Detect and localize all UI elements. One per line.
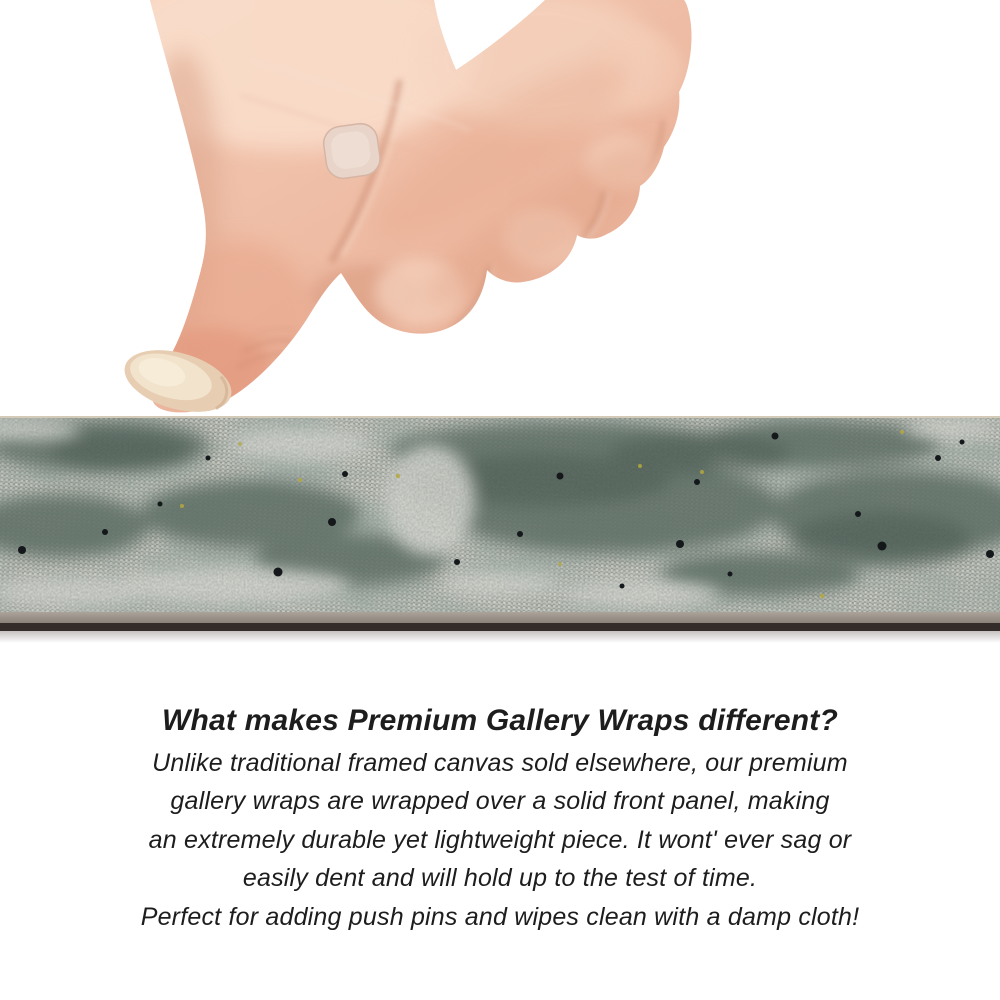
description-text <box>0 700 1000 936</box>
body-line: gallery wraps are wrapped over a solid front panel, making <box>170 787 830 816</box>
body-line: easily dent and will hold up to the test of time. <box>242 864 758 893</box>
hand-photo <box>0 0 1000 432</box>
body-line: Unlike traditional framed canvas sold elsewhere, our premium <box>152 749 848 777</box>
canvas-texture <box>0 418 1000 612</box>
section-heading: What makes Premium Gallery Wraps different? <box>161 704 839 737</box>
body-line: an extremely durable yet lightweight piece. It wont' ever sag or <box>148 825 852 854</box>
index-fingernail <box>322 122 383 181</box>
body-line: Perfect for adding push pins and wipes clean with a damp cloth! <box>140 902 860 931</box>
canvas-dark-edge <box>0 623 1000 631</box>
canvas-shadow <box>0 631 1000 643</box>
canvas-edge-photo <box>0 414 1000 650</box>
